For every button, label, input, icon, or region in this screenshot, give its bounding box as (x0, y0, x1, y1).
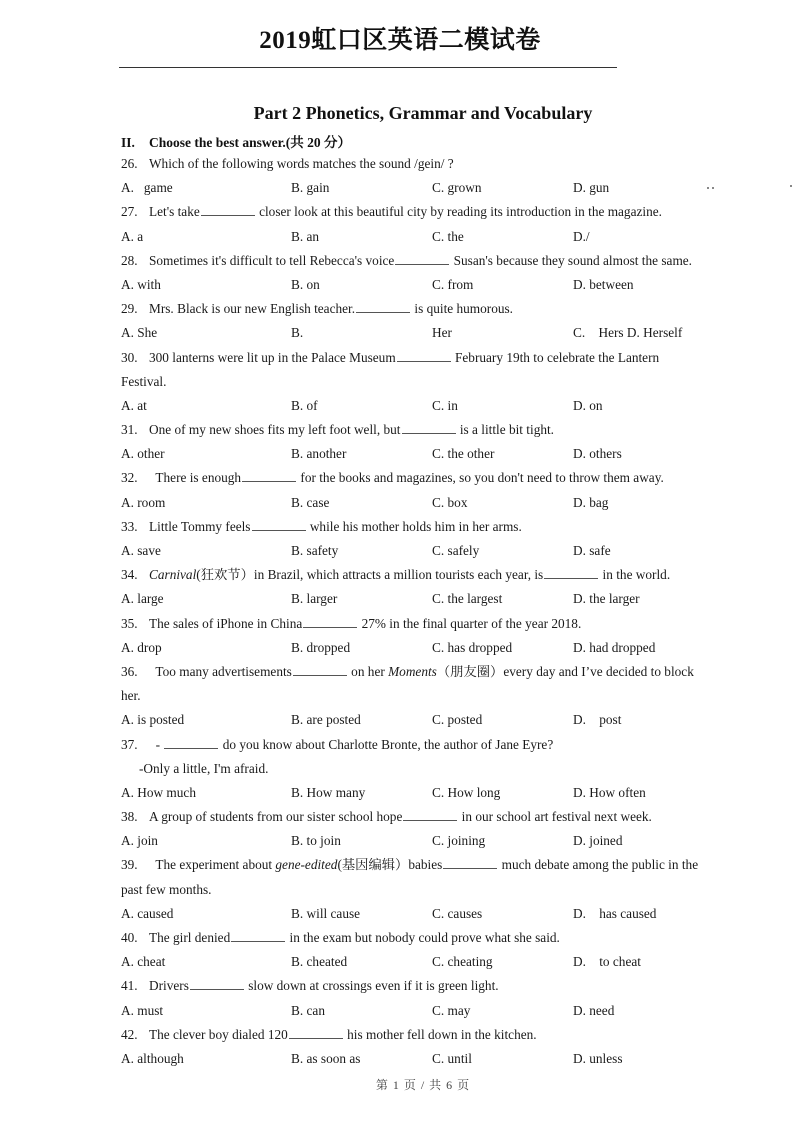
answer-option[interactable]: B. an (291, 228, 320, 244)
question-stem (121, 249, 741, 273)
answer-option[interactable]: B. will cause (291, 905, 361, 921)
answer-options (121, 491, 741, 515)
answer-option[interactable]: B. of (291, 397, 318, 413)
question-text: A group of students from our sister school hope (149, 809, 403, 825)
answer-option[interactable]: C. causes (432, 905, 483, 921)
answer-option[interactable]: C. Hers D. Herself (573, 325, 683, 341)
question-continuation: Festival. (121, 373, 167, 389)
answer-blank[interactable] (544, 565, 598, 579)
question-stem (121, 418, 741, 442)
answer-option[interactable]: B. to join (291, 833, 341, 849)
answer-blank[interactable] (395, 251, 449, 265)
question-text: in our school art festival next week. (458, 809, 652, 825)
answer-option[interactable]: C. has dropped (432, 639, 513, 655)
answer-options (121, 781, 741, 805)
answer-option[interactable]: C. safely (432, 543, 480, 558)
answer-option[interactable]: B. safety (291, 543, 339, 558)
answer-option[interactable]: D. on (573, 397, 603, 413)
answer-options (121, 636, 741, 660)
answer-blank[interactable] (231, 928, 285, 942)
document-title: 2019虹口区英语二模试卷 (259, 27, 541, 54)
question-stem (121, 346, 741, 370)
question-text: on her (347, 663, 389, 679)
answer-option[interactable]: C. cheating (432, 954, 493, 970)
answer-options (121, 442, 741, 466)
answer-options (121, 999, 741, 1023)
answer-option[interactable]: B. dropped (291, 639, 351, 655)
question-text: Let's take (149, 204, 200, 220)
question-number: 30. (121, 349, 138, 365)
question-number: 29. (121, 301, 138, 317)
answer-option[interactable]: B. as soon as (291, 1050, 361, 1066)
question-text: There is enough (149, 470, 242, 486)
answer-option[interactable]: C. box (432, 494, 468, 510)
question-continuation: -Only a little, I'm afraid. (139, 760, 269, 776)
answer-option[interactable]: D. had dropped (573, 639, 656, 655)
question-number: 42. (121, 1026, 138, 1042)
scan-speck (712, 187, 714, 189)
answer-option[interactable]: D. joined (573, 833, 623, 849)
question-number: 38. (121, 809, 138, 825)
answer-option[interactable]: B. are posted (291, 712, 361, 728)
question-text: The clever boy dialed 120 (149, 1026, 288, 1042)
answer-blank[interactable] (293, 662, 347, 676)
answer-option[interactable]: C. may (432, 1002, 471, 1018)
answer-blank[interactable] (397, 348, 451, 362)
question-text: much debate among the public in the (498, 857, 699, 873)
answer-options (121, 708, 741, 732)
question-number: 35. (121, 615, 138, 631)
question-stem (121, 612, 741, 636)
question-text: Drivers (149, 978, 189, 994)
answer-option[interactable]: A. join (121, 833, 158, 849)
answer-blank[interactable] (403, 807, 457, 821)
question-number: 33. (121, 518, 138, 534)
question-continuation: past few months. (121, 881, 212, 897)
question-text: while his mother holds him in her arms. (306, 518, 522, 534)
answer-options (121, 1047, 741, 1071)
answer-option[interactable]: C. until (432, 1050, 472, 1066)
answer-option[interactable]: B. another (291, 446, 347, 462)
question-stem (121, 200, 741, 224)
answer-option[interactable]: A. must (121, 1002, 164, 1018)
question-text: The experiment about (149, 857, 276, 873)
answer-option[interactable]: B. case (291, 494, 330, 510)
answer-option[interactable]: A. a (121, 228, 144, 244)
question-italic-term: Carnival (149, 567, 197, 583)
answer-option[interactable]: B. gain (291, 180, 330, 196)
question-text: (狂欢节）in Brazil, which attracts a million tourists each year, is (196, 567, 544, 583)
question-text: One of my new shoes fits my left foot well, but (149, 422, 401, 438)
answer-options (121, 273, 741, 297)
answer-option[interactable]: D. need (573, 1002, 615, 1018)
question-text: - (149, 736, 164, 752)
answer-option[interactable]: Her (432, 325, 452, 341)
question-stem (121, 853, 741, 877)
answer-blank[interactable] (242, 468, 296, 482)
section-heading (121, 131, 351, 151)
question-italic-term: gene-edited (275, 857, 338, 873)
answer-option[interactable]: D. unless (573, 1050, 623, 1066)
question-text: Little Tommy feels (149, 518, 251, 534)
page-footer: 第 1 页 / 共 6 页 (375, 1078, 471, 1092)
question-stem (121, 152, 741, 176)
answer-option[interactable]: D. How often (573, 784, 646, 800)
answer-option[interactable]: A. room (121, 494, 166, 510)
question-number: 36. (121, 663, 138, 679)
question-stem (121, 805, 741, 829)
question-number: 31. (121, 422, 138, 438)
answer-options (121, 539, 741, 563)
answer-options (121, 321, 741, 345)
answer-option[interactable]: A. with (121, 276, 161, 292)
question-text: do you know about Charlotte Bronte, the author of Jane Eyre? (219, 736, 554, 752)
title-divider (119, 67, 617, 68)
answer-option[interactable]: C. in (432, 397, 458, 413)
section-number: II. (121, 135, 135, 150)
answer-options (121, 394, 741, 418)
question-stem (121, 926, 741, 950)
answer-option[interactable]: A. cheat (121, 954, 166, 970)
answer-blank[interactable] (201, 202, 255, 216)
answer-blank[interactable] (303, 614, 357, 628)
answer-option[interactable]: C. joining (432, 833, 486, 849)
question-text: is a little bit tight. (456, 422, 555, 438)
answer-option[interactable]: B. can (291, 1002, 325, 1018)
question-number: 41. (121, 978, 138, 994)
answer-option[interactable]: A. drop (121, 639, 162, 655)
question-text: February 19th to celebrate the Lantern (451, 349, 660, 365)
question-number: 39. (121, 857, 138, 873)
answer-option[interactable]: D./ (573, 228, 590, 244)
answer-option[interactable]: A. large (121, 591, 164, 607)
answer-blank[interactable] (164, 735, 218, 749)
answer-option[interactable]: A. although (121, 1050, 184, 1066)
answer-option[interactable]: A. How much (121, 784, 196, 800)
answer-option[interactable]: B. on (291, 276, 320, 292)
answer-option[interactable]: C. the largest (432, 591, 503, 607)
question-text: Which of the following words matches the sound /gein/ ? (149, 156, 454, 171)
question-list (121, 152, 741, 1071)
answer-options (121, 176, 741, 200)
answer-option[interactable]: D. gun (573, 180, 610, 196)
answer-options (121, 225, 741, 249)
question-text: Susan's because they sound almost the same. (450, 252, 693, 268)
question-stem (121, 1023, 741, 1047)
answer-option[interactable]: A. game (121, 180, 173, 196)
question-text: is quite humorous. (411, 301, 514, 317)
question-text: in the exam but nobody could prove what she said. (286, 930, 560, 945)
question-number: 40. (121, 930, 138, 945)
question-stem (121, 563, 741, 587)
question-text: his mother fell down in the kitchen. (343, 1026, 537, 1042)
question-continuation: her. (121, 688, 141, 704)
answer-option[interactable]: B. cheated (291, 954, 348, 970)
question-number: 32. (121, 470, 138, 486)
answer-blank[interactable] (190, 976, 244, 990)
question-stem (121, 660, 741, 684)
answer-option[interactable]: D. others (573, 446, 622, 462)
answer-option[interactable]: C. the (432, 228, 464, 244)
answer-blank[interactable] (402, 420, 456, 434)
question-number: 28. (121, 252, 138, 268)
question-stem (121, 297, 741, 321)
answer-option[interactable]: A. caused (121, 905, 174, 921)
part-heading: Part 2 Phonetics, Grammar and Vocabulary (253, 103, 593, 123)
question-text: closer look at this beautiful city by reading its introduction in the magazine. (255, 204, 662, 220)
question-italic-term: Moments (388, 663, 437, 679)
answer-option[interactable]: C. grown (432, 180, 482, 196)
question-stem (121, 733, 741, 757)
question-stem (121, 974, 741, 998)
answer-option[interactable]: B. (291, 325, 304, 341)
question-text: The sales of iPhone in China (149, 615, 303, 631)
scan-speck (790, 185, 792, 187)
answer-blank[interactable] (252, 517, 306, 531)
answer-option[interactable]: A. at (121, 397, 147, 413)
answer-option[interactable]: B. larger (291, 591, 338, 607)
answer-option[interactable]: A. other (121, 446, 165, 462)
scan-speck (707, 187, 709, 189)
question-text: Mrs. Black is our new English teacher. (149, 301, 356, 317)
answer-option[interactable]: D. the larger (573, 591, 640, 607)
answer-option[interactable]: D. post (573, 712, 622, 728)
question-text: (基因编辑）babies (337, 857, 443, 873)
answer-option[interactable]: A. is posted (121, 712, 185, 728)
question-text: 27% in the final quarter of the year 2018. (358, 615, 582, 631)
answer-blank[interactable] (356, 299, 410, 313)
answer-option[interactable]: A. save (121, 543, 161, 558)
answer-option[interactable]: C. from (432, 276, 474, 292)
answer-blank[interactable] (289, 1025, 343, 1039)
answer-option[interactable]: A. She (121, 325, 158, 341)
question-text: Too many advertisements (149, 663, 292, 679)
answer-option[interactable]: D. has caused (573, 905, 657, 921)
answer-blank[interactable] (443, 855, 497, 869)
question-text: 300 lanterns were lit up in the Palace Museum (149, 349, 396, 365)
answer-option[interactable]: C. posted (432, 712, 483, 728)
question-number: 26. (121, 156, 138, 171)
question-text: （朋友圈）every day and I’ve decided to block (436, 663, 694, 679)
answer-options (121, 902, 741, 926)
question-text: for the books and magazines, so you don't need to throw them away. (297, 470, 664, 486)
section-label: Choose the best answer.(共 20 分） (149, 135, 351, 150)
answer-option[interactable]: D. between (573, 276, 634, 292)
answer-option[interactable]: D. to cheat (573, 954, 641, 970)
question-text: The girl denied (149, 930, 231, 945)
answer-option[interactable]: D. bag (573, 494, 609, 510)
answer-options (121, 587, 741, 611)
question-text: Sometimes it's difficult to tell Rebecca's voice (149, 252, 395, 268)
answer-options (121, 950, 741, 974)
answer-option[interactable]: C. How long (432, 784, 501, 800)
question-stem (121, 515, 741, 539)
answer-option[interactable]: B. How many (291, 784, 366, 800)
question-number: 37. (121, 736, 138, 752)
question-stem (121, 466, 741, 490)
question-text: in the world. (599, 567, 671, 583)
answer-options (121, 829, 741, 853)
question-text: slow down at crossings even if it is green light. (244, 978, 499, 994)
question-number: 27. (121, 204, 138, 220)
question-number: 34. (121, 567, 138, 583)
answer-option[interactable]: C. the other (432, 446, 495, 462)
answer-option[interactable]: D. safe (573, 543, 611, 558)
